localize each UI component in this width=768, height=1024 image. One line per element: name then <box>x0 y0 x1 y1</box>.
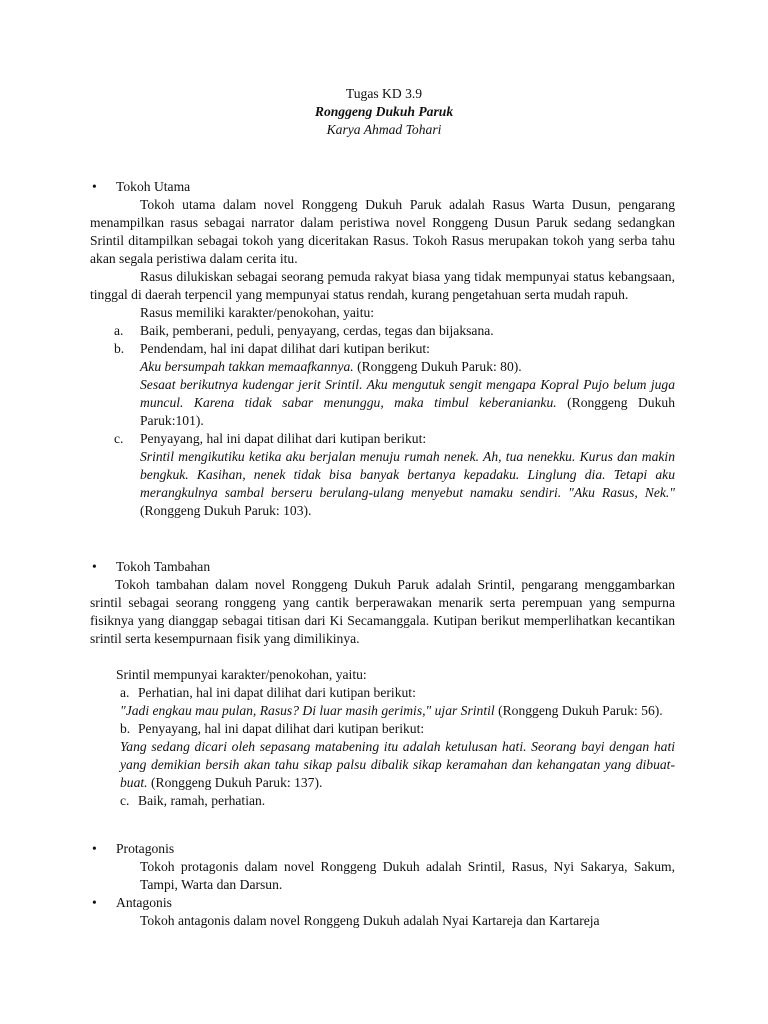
quotation <box>90 358 675 376</box>
bullet-icon: • <box>92 559 97 574</box>
list-item <box>90 322 675 340</box>
quotation <box>90 738 675 792</box>
citation: (Ronggeng Dukuh Paruk: 56). <box>494 703 663 718</box>
list-marker: a. <box>114 323 124 338</box>
novel-title: Ronggeng Dukuh Paruk <box>314 104 454 119</box>
list-text: Pendendam, hal ini dapat dilihat dari kutipan berikut: <box>140 341 430 356</box>
quote-text: Aku bersumpah takkan memaafkannya. <box>140 359 354 374</box>
quote-text: Srintil mengikutiku ketika aku berjalan menuju rumah nenek. Ah, tua nenekku. Kurus dan makin bengkuk. Kasihan, nenek tidak bisa banyak bertanya kepadaku. Linglung dia. Tetapi aku merangkulnya sambal berseru berulang-ulang menyebut namaku sendiri. "Aku Rasus, Nek." <box>140 449 675 500</box>
list-item <box>90 684 675 702</box>
section-heading <box>90 558 675 576</box>
quote-text: Yang sedang dicari oleh sepasang matabening itu adalah ketulusan hati. Seorang bayi dengan hati yang demikian bersih akan tahu sikap palsu dibalik sikap keramahan dan kehangatan yang dibuat-buat. <box>120 739 675 790</box>
section-tokoh-utama <box>90 178 675 520</box>
list-text: Baik, ramah, perhatian. <box>138 793 266 808</box>
paragraph: Rasus memiliki karakter/penokohan, yaitu: <box>140 305 375 320</box>
citation: (Ronggeng Dukuh Paruk: 103). <box>140 503 312 518</box>
list-marker: c. <box>120 793 130 808</box>
section-heading <box>90 894 675 912</box>
citation: (Ronggeng Dukuh Paruk:101). <box>140 395 675 428</box>
list-item <box>90 792 675 810</box>
bullet-icon: • <box>92 841 97 856</box>
heading-text: Protagonis <box>116 841 175 856</box>
heading-text: Tokoh Tambahan <box>116 559 211 574</box>
citation: (Ronggeng Dukuh Paruk: 137). <box>147 775 323 790</box>
bullet-icon: • <box>92 895 97 910</box>
paragraph: Tokoh tambahan dalam novel Ronggeng Dukuh Paruk adalah Srintil, pengarang menggambarkan srintil sebagai seorang ronggeng yang cantik berperawakan menarik serta perempuan yang sempurna fisiknya yang dianggap sebagai titisan dari Ki Secamanggala. Kutipan berikut memperlihatkan kecantikan srintil serta kesempurnaan fisik yang dimilikinya. <box>90 577 675 646</box>
paragraph: Tokoh utama dalam novel Ronggeng Dukuh Paruk adalah Rasus Warta Dusun, pengarang menampilkan rasus sebagai narrator dalam peristiwa novel Ronggeng Dusun Paruk sedang sedangkan Srintil ditampilkan sebagai tokoh yang diceritakan Rasus. Tokoh Rasus merupakan tokoh yang serba tahu akan segala peristiwa dalam cerita itu. <box>90 197 675 266</box>
quotation <box>90 702 675 720</box>
list-item <box>90 340 675 358</box>
bullet-icon: • <box>92 179 97 194</box>
paragraph: Rasus dilukiskan sebagai seorang pemuda rakyat biasa yang tidak mempunyai status kebangsaan, tinggal di daerah terpencil yang mempunyai status rendah, kurang pengetahuan serta mudah rapuh. <box>90 269 675 302</box>
list-marker: b. <box>120 721 131 736</box>
paragraph: Srintil mempunyai karakter/penokohan, yaitu: <box>116 667 367 682</box>
section-tokoh-tambahan <box>90 558 675 810</box>
list-item <box>90 430 675 448</box>
section-heading <box>90 840 675 858</box>
heading-text: Antagonis <box>116 895 172 910</box>
citation: (Ronggeng Dukuh Paruk: 80). <box>353 359 522 374</box>
paragraph: Tokoh protagonis dalam novel Ronggeng Dukuh adalah Srintil, Rasus, Nyi Sakarya, Sakum, Tampi, Warta dan Darsun. <box>140 859 675 892</box>
section-heading <box>90 178 675 196</box>
section-protagonis <box>90 840 675 894</box>
list-text: Baik, pemberani, peduli, penyayang, cerdas, tegas dan bijaksana. <box>140 323 494 338</box>
title-block <box>0 85 768 139</box>
heading-text: Tokoh Utama <box>116 179 191 194</box>
spacer <box>90 648 675 666</box>
paragraph: Tokoh antagonis dalam novel Ronggeng Dukuh adalah Nyai Kartareja dan Kartareja <box>140 913 600 928</box>
author-line: Karya Ahmad Tohari <box>326 122 442 137</box>
quotation <box>90 376 675 430</box>
list-text: Penyayang, hal ini dapat dilihat dari kutipan berikut: <box>140 431 427 446</box>
section-antagonis <box>90 894 675 930</box>
list-text: Perhatian, hal ini dapat dilihat dari kutipan berikut: <box>138 685 416 700</box>
quotation <box>90 448 675 520</box>
list-marker: a. <box>120 685 130 700</box>
list-marker: c. <box>114 431 124 446</box>
list-marker: b. <box>114 341 125 356</box>
quote-text: Sesaat berikutnya kudengar jerit Srintil. Aku mengutuk sengit mengapa Kopral Pujo belum juga muncul. Karena tidak sabar menunggu, maka timbul keberanianku. <box>140 377 675 410</box>
quote-text: "Jadi engkau mau pulan, Rasus? Di luar masih gerimis," ujar Srintil <box>120 703 495 718</box>
list-item <box>90 720 675 738</box>
list-text: Penyayang, hal ini dapat dilihat dari kutipan berikut: <box>138 721 425 736</box>
task-title: Tugas KD 3.9 <box>345 86 423 101</box>
